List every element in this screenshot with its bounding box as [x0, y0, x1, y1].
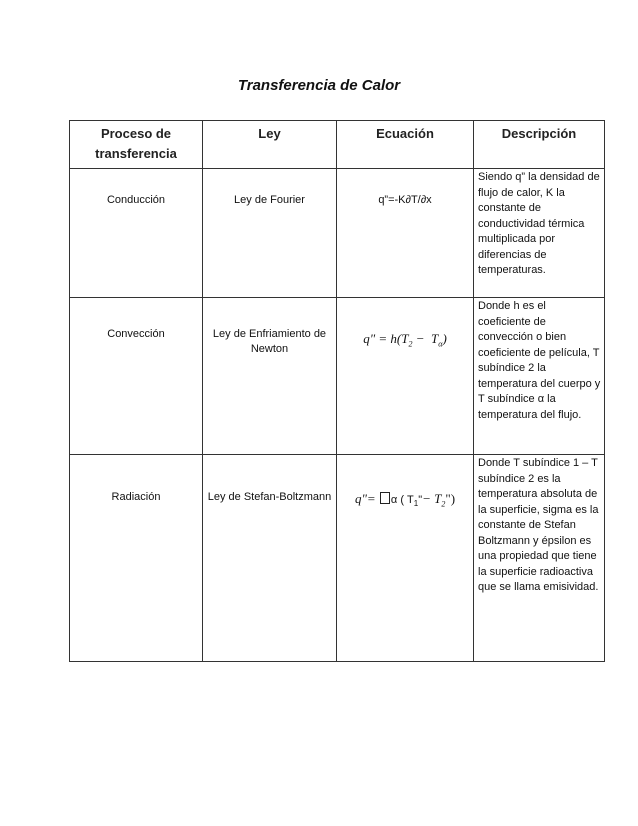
equation-math: q" = $h(T_2 - T_\alpha)$	[363, 331, 447, 349]
cell-ley: Ley de Stefan-Boltzmann	[203, 455, 337, 662]
page-title: Transferencia de Calor	[237, 77, 401, 94]
equation-math: q"= α ( $T_1"-$ $T_2$")	[354, 491, 456, 509]
cell-descripcion: Donde T subíndice 1 – T subíndice 2 es la temperatura absoluta de la superficie, sigma es la constante de Stefan Boltzmann y épsilon es una propiedad que tiene la superficie radioactiva que se llama emisividad.	[474, 455, 605, 662]
heat-transfer-table	[69, 120, 605, 662]
equation-text: q”=-K∂T/∂x	[378, 194, 432, 206]
header-proceso: Proceso de transferencia	[70, 121, 203, 169]
table-row-conduccion	[70, 169, 605, 298]
table-row-radiacion	[70, 455, 605, 662]
cell-proceso: Convección	[70, 298, 203, 455]
table-header-row	[70, 121, 605, 169]
cell-descripcion: Siendo q” la densidad de flujo de calor, K la constante de conductividad térmica multiplicada por diferencias de temperaturas.	[474, 169, 605, 298]
placeholder-box-icon	[380, 492, 390, 504]
header-ley: Ley	[203, 121, 337, 169]
cell-descripcion: Donde h es el coeficiente de convección o bien coeficiente de película, T subíndice 2 la temperatura del cuerpo y T subíndice α la temperatura del flujo.	[474, 298, 605, 455]
cell-ecuacion	[337, 169, 474, 298]
cell-proceso: Conducción	[70, 169, 203, 298]
cell-ecuacion	[337, 298, 474, 455]
cell-ley: Ley de Fourier	[203, 169, 337, 298]
cell-ecuacion	[337, 455, 474, 662]
header-ecuacion: Ecuación	[337, 121, 474, 169]
cell-ley: Ley de Enfriamiento de Newton	[203, 298, 337, 455]
header-descripcion: Descripción	[474, 121, 605, 169]
table-row-conveccion	[70, 298, 605, 455]
cell-proceso: Radiación	[70, 455, 203, 662]
